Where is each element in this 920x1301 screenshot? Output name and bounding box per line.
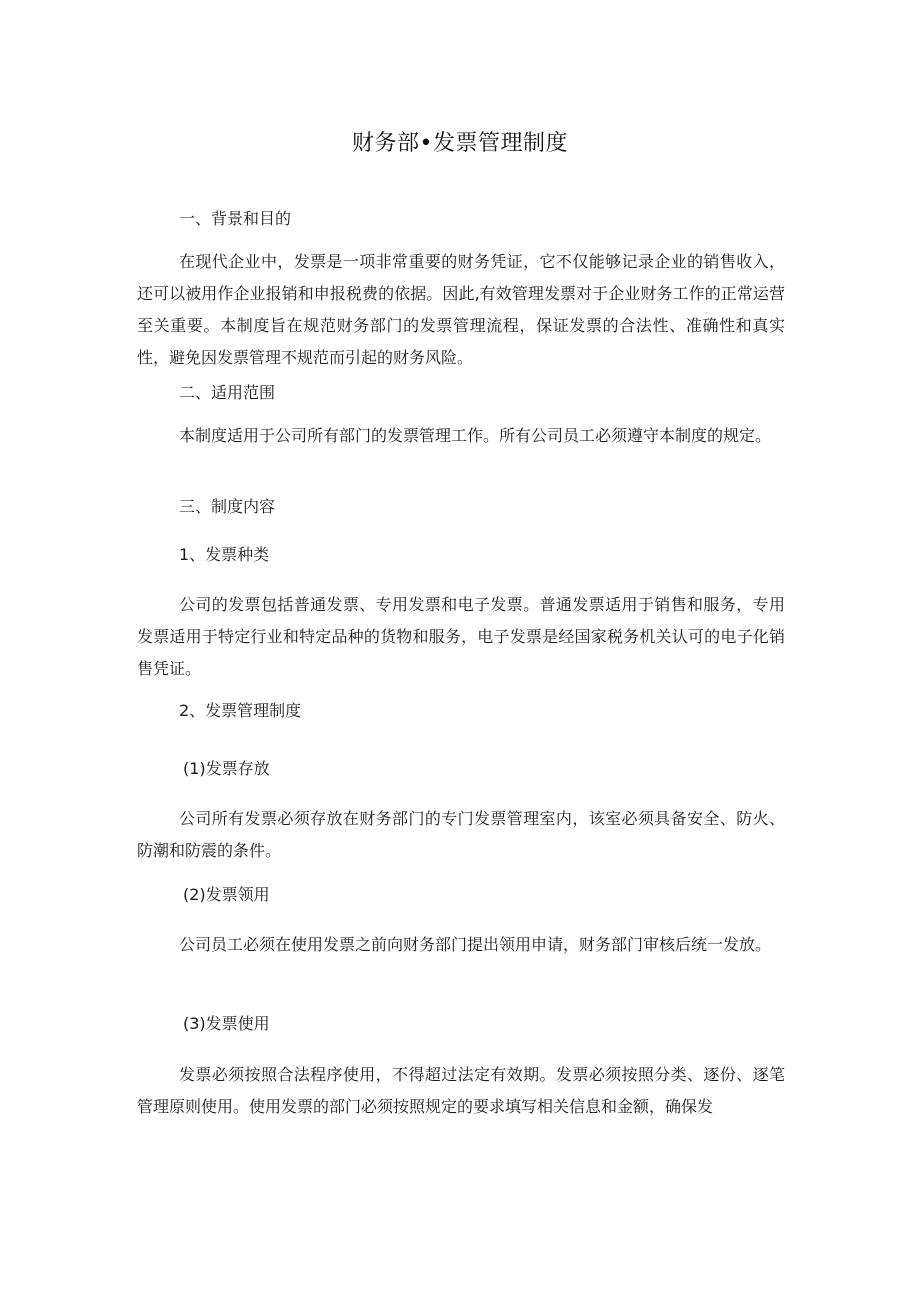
paragraph-invoice-collection: 公司员工必须在使用发票之前向财务部门提出领用申请，财务部门审核后统一发放。 — [179, 935, 772, 954]
section-heading-scope: 二、适用范围 — [179, 383, 276, 402]
subsection-heading-invoice-types: 1、发票种类 — [179, 545, 270, 564]
paragraph-invoice-usage: 发票必须按照合法程序使用，不得超过法定有效期。发票必须按照分类、逐份、逐笔管理原则使用。使用发票的部门必须按照规定的要求填写相关信息和金额，确保发 — [137, 1065, 785, 1116]
paragraph-invoice-types: 公司的发票包括普通发票、专用发票和电子发票。普通发票适用于销售和服务，专用发票适用于特定行业和特定品种的货物和服务，电子发票是经国家税务机关认可的电子化销售凭证。 — [137, 595, 785, 678]
item-heading-invoice-usage: (3)发票使用 — [183, 1014, 270, 1033]
document-title: 财务部•发票管理制度 — [352, 131, 568, 156]
paragraph-background: 在现代企业中，发票是一项非常重要的财务凭证，它不仅能够记录企业的销售收入，还可以被用作企业报销和申报税费的依据。因此,有效管理发票对于企业财务工作的正常运营至关重要。本制度旨在规范财务部门的发票管理流程，保证发票的合法性、准确性和真实性，避免因发票管理不规范而引起的财务风险。 — [137, 252, 785, 367]
section-heading-content: 三、制度内容 — [179, 497, 276, 516]
item-heading-invoice-collection: (2)发票领用 — [183, 885, 270, 904]
section-heading-background: 一、背景和目的 — [179, 209, 292, 228]
subsection-heading-invoice-management: 2、发票管理制度 — [179, 701, 302, 720]
paragraph-scope: 本制度适用于公司所有部门的发票管理工作。所有公司员工必须遵守本制度的规定。 — [179, 426, 772, 445]
item-heading-invoice-storage: (1)发票存放 — [183, 759, 270, 778]
paragraph-invoice-storage: 公司所有发票必须存放在财务部门的专门发票管理室内，该室必须具备安全、防火、防潮和防震的条件。 — [137, 809, 785, 860]
